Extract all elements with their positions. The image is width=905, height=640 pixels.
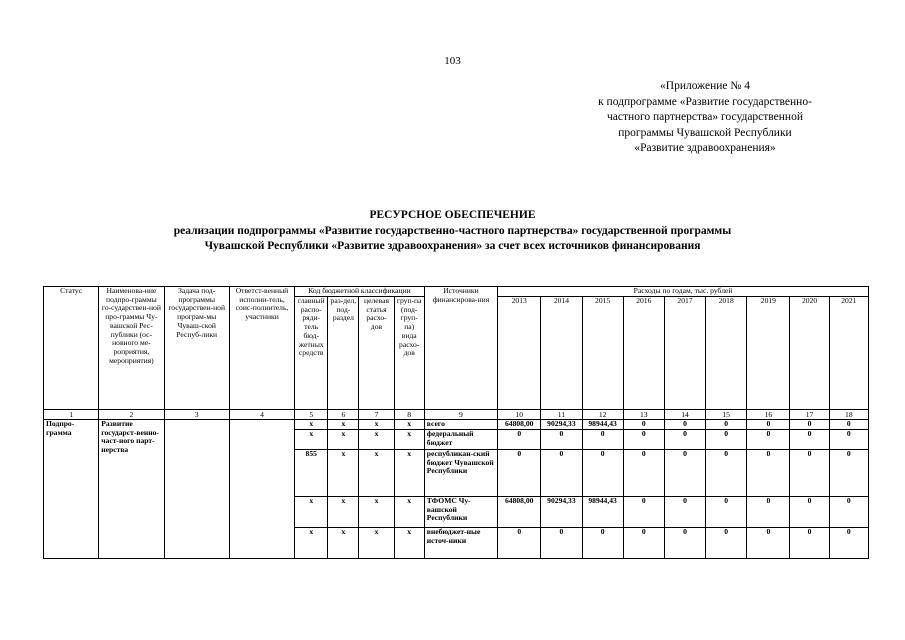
value-cell: 0 xyxy=(541,430,582,450)
value-cell: 0 xyxy=(498,450,541,497)
value-cell: 0 xyxy=(706,528,747,559)
column-number: 7 xyxy=(359,410,394,420)
value-cell: 90294,33 xyxy=(541,420,582,430)
value-cell: 98944,43 xyxy=(582,420,623,430)
executor-cell xyxy=(229,420,294,559)
resource-table xyxy=(43,286,869,559)
header-sources: Источники финансирова-ния xyxy=(424,287,497,410)
source-cell: внебюджет-ные источ-ники xyxy=(424,528,497,559)
value-cell: 0 xyxy=(706,420,747,430)
column-number: 15 xyxy=(706,410,747,420)
value-cell: 0 xyxy=(582,450,623,497)
header-target-article: целевая статья расхо-дов xyxy=(359,297,394,410)
header-expenses: Расходы по годам, тыс. рублей xyxy=(498,287,869,297)
value-cell: 0 xyxy=(623,420,664,430)
column-number: 4 xyxy=(229,410,294,420)
target-article-cell: х xyxy=(359,497,394,528)
grbs-cell: х xyxy=(295,497,328,528)
target-article-cell: х xyxy=(359,528,394,559)
header-status: Статус xyxy=(44,287,99,410)
expense-group-cell: х xyxy=(394,430,424,450)
header-chief-admin: главный распо-ряди-тель бюд-жетных средств xyxy=(295,297,328,410)
column-number: 8 xyxy=(394,410,424,420)
target-article-cell: х xyxy=(359,450,394,497)
header-year: 2018 xyxy=(706,297,747,410)
header-year: 2021 xyxy=(829,297,868,410)
value-cell: 0 xyxy=(664,450,705,497)
grbs-cell: 855 xyxy=(295,450,328,497)
value-cell: 0 xyxy=(747,528,790,559)
appendix-line: частного партнерства» государственной xyxy=(607,111,803,123)
value-cell: 0 xyxy=(706,450,747,497)
value-cell: 0 xyxy=(664,497,705,528)
value-cell: 0 xyxy=(664,528,705,559)
value-cell: 0 xyxy=(790,528,829,559)
section-cell: х xyxy=(328,420,359,430)
grbs-cell: х xyxy=(295,420,328,430)
header-year: 2017 xyxy=(664,297,705,410)
source-cell: всего xyxy=(424,420,497,430)
expense-group-cell: х xyxy=(394,497,424,528)
value-cell: 64808,00 xyxy=(498,420,541,430)
section-cell: х xyxy=(328,497,359,528)
appendix-line: программы Чувашской Республики xyxy=(618,126,792,139)
value-cell: 0 xyxy=(623,450,664,497)
expense-group-cell: х xyxy=(394,450,424,497)
header-year: 2019 xyxy=(747,297,790,410)
value-cell: 0 xyxy=(747,450,790,497)
appendix-line: «Развитие здравоохранения» xyxy=(634,142,776,154)
value-cell: 0 xyxy=(582,430,623,450)
value-cell: 0 xyxy=(790,430,829,450)
appendix-caption xyxy=(540,79,870,157)
section-cell: х xyxy=(328,528,359,559)
table-row xyxy=(44,420,869,430)
value-cell: 0 xyxy=(790,420,829,430)
task-cell xyxy=(164,420,229,559)
header-budget-code: Код бюджетной классификации xyxy=(295,287,425,297)
value-cell: 0 xyxy=(498,528,541,559)
header-task: Задача под-программы государствен-ной програм-мы Чуваш-ской Респуб-лики xyxy=(164,287,229,410)
value-cell: 0 xyxy=(790,450,829,497)
appendix-line: «Приложение № 4 xyxy=(660,80,750,92)
column-number: 6 xyxy=(328,410,359,420)
column-number: 12 xyxy=(582,410,623,420)
document-title xyxy=(0,208,905,255)
column-number: 2 xyxy=(99,410,164,420)
value-cell: 0 xyxy=(829,528,868,559)
value-cell: 0 xyxy=(747,420,790,430)
value-cell: 0 xyxy=(706,497,747,528)
grbs-cell: х xyxy=(295,430,328,450)
header-year: 2014 xyxy=(541,297,582,410)
page-number: 103 xyxy=(444,55,461,67)
title-line: реализации подпрограммы «Развитие государственно-частного партнерства» государственной программы xyxy=(173,224,732,237)
value-cell: 0 xyxy=(829,497,868,528)
value-cell: 0 xyxy=(829,420,868,430)
grbs-cell: х xyxy=(295,528,328,559)
title-line: Чувашской Республики «Развитие здравоохранения» за счет всех источников финансирования xyxy=(204,240,701,252)
column-number-row xyxy=(44,410,869,420)
header-expense-group: груп-па (под-груп-па) вида расхо-дов xyxy=(394,297,424,410)
header-year: 2013 xyxy=(498,297,541,410)
header-executor: Ответст-венный исполни-тель, соис-полнитель, участники xyxy=(229,287,294,410)
value-cell: 0 xyxy=(582,528,623,559)
column-number: 17 xyxy=(790,410,829,420)
target-article-cell: х xyxy=(359,430,394,450)
column-number: 18 xyxy=(829,410,868,420)
value-cell: 98944,43 xyxy=(582,497,623,528)
header-name: Наименова-ние подпро-граммы го-сударствен-ной про-граммы Чу-вашской Рес-публики (ос-новного ме-роприятия, мероприятия) xyxy=(99,287,164,410)
value-cell: 0 xyxy=(829,450,868,497)
source-cell: республикан-ский бюджет Чувашской Республики xyxy=(424,450,497,497)
header-year: 2020 xyxy=(790,297,829,410)
value-cell: 0 xyxy=(623,528,664,559)
header-section: раз-дел, под-раздел xyxy=(328,297,359,410)
value-cell: 0 xyxy=(623,430,664,450)
column-number: 1 xyxy=(44,410,99,420)
column-number: 5 xyxy=(295,410,328,420)
value-cell: 0 xyxy=(706,430,747,450)
appendix-line: к подпрограмме «Развитие государственно- xyxy=(598,95,812,108)
value-cell: 0 xyxy=(747,497,790,528)
header-year: 2015 xyxy=(582,297,623,410)
subprogram-name-cell: Развитие государст-венно-част-ного парт-нерства xyxy=(99,420,164,559)
value-cell: 0 xyxy=(664,430,705,450)
column-number: 14 xyxy=(664,410,705,420)
value-cell: 0 xyxy=(747,430,790,450)
value-cell: 64808,00 xyxy=(498,497,541,528)
value-cell: 0 xyxy=(829,430,868,450)
column-number: 9 xyxy=(424,410,497,420)
value-cell: 0 xyxy=(498,430,541,450)
value-cell: 0 xyxy=(541,528,582,559)
column-number: 13 xyxy=(623,410,664,420)
source-cell: федеральный бюджет xyxy=(424,430,497,450)
section-cell: х xyxy=(328,430,359,450)
value-cell: 0 xyxy=(623,497,664,528)
column-number: 11 xyxy=(541,410,582,420)
title-heading: РЕСУРСНОЕ ОБЕСПЕЧЕНИЕ xyxy=(369,209,536,221)
expense-group-cell: х xyxy=(394,528,424,559)
status-cell: Подпро-грамма xyxy=(44,420,99,559)
source-cell: ТФОМС Чу-вашской Республики xyxy=(424,497,497,528)
column-number: 3 xyxy=(164,410,229,420)
header-year: 2016 xyxy=(623,297,664,410)
value-cell: 90294,33 xyxy=(541,497,582,528)
value-cell: 0 xyxy=(790,497,829,528)
expense-group-cell: х xyxy=(394,420,424,430)
column-number: 16 xyxy=(747,410,790,420)
value-cell: 0 xyxy=(664,420,705,430)
value-cell: 0 xyxy=(541,450,582,497)
column-number: 10 xyxy=(498,410,541,420)
target-article-cell: х xyxy=(359,420,394,430)
section-cell: х xyxy=(328,450,359,497)
